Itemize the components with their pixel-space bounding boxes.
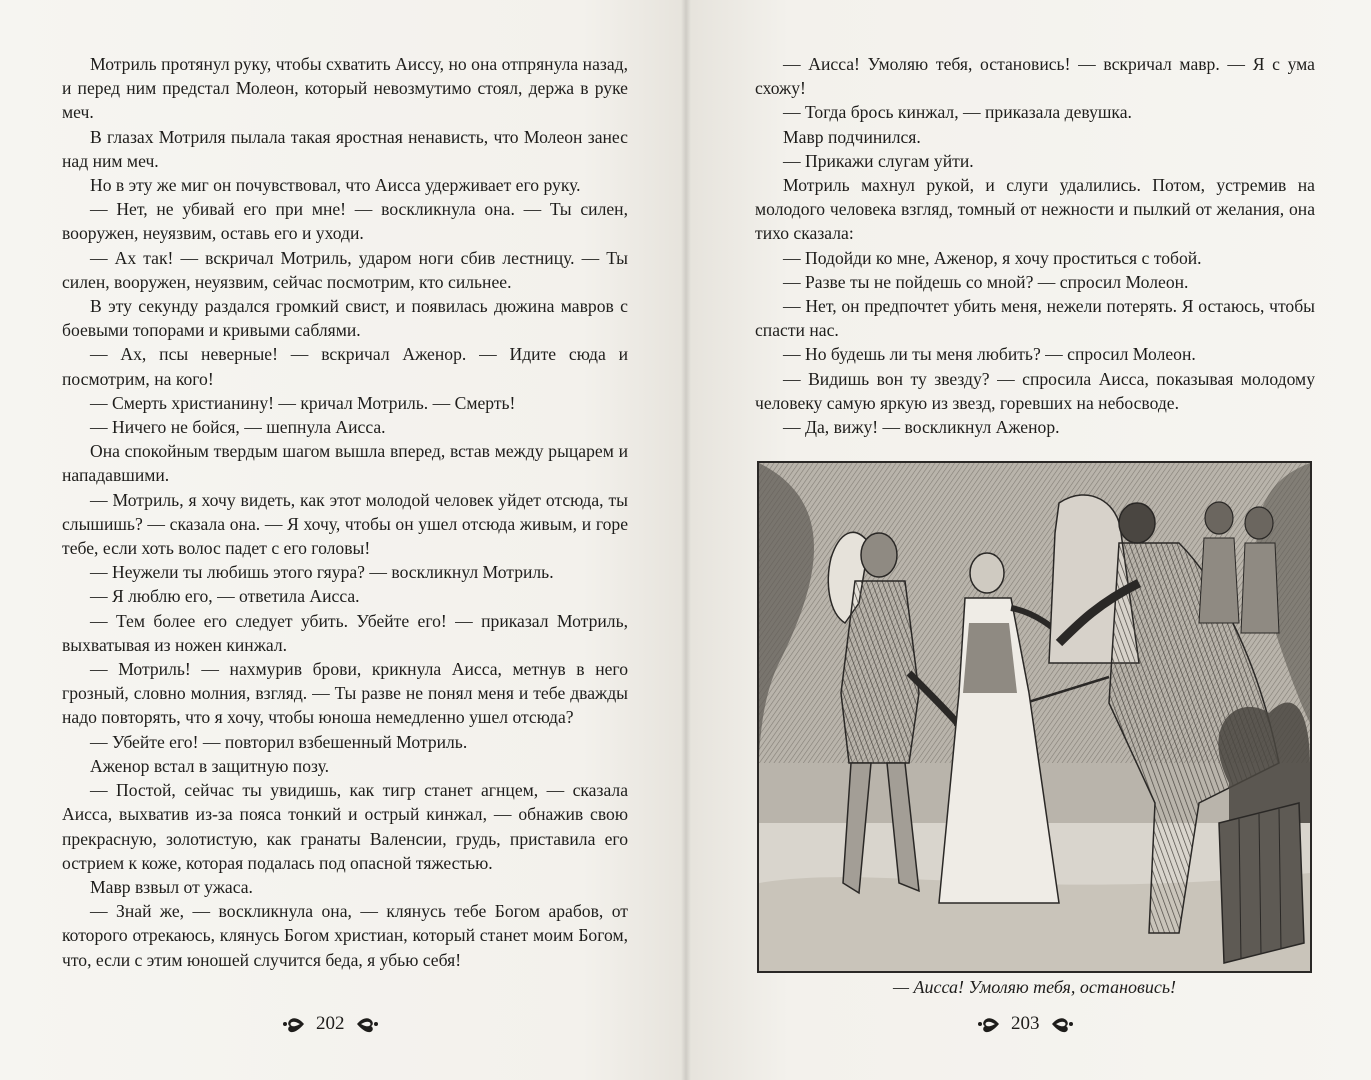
paragraph: В эту секунду раздался громкий свист, и появилась дюжина мавров с боевыми топорами и кривыми саблями. (62, 296, 628, 341)
paragraph: — Ах, псы неверные! — вскричал Аженор. — Идите сюда и посмотрим, на кого! (62, 344, 628, 389)
illustration-caption: — Аисса! Умоляю тебя, остановись! (892, 977, 1177, 997)
paragraph: — Мотриль! — нахмурив брови, крикнула Аисса, метнув в него грозный, словно молния, взгляд. — Ты разве не понял меня и тебе дважды надо повторять, что я хочу, чтобы юноша немедленно ушел отсюда? (62, 659, 628, 728)
paragraph: — Видишь вон ту звезду? — спросила Аисса, показывая молодому человеку самую яркую из звезд, горевших на небосводе. (755, 368, 1315, 413)
paragraph: — Мотриль, я хочу видеть, как этот молодой человек уйдет отсюда, ты слышишь? — сказала она. — Я хочу, чтобы он ушел отсюда живым, и горе тебе, если хоть волос падет с его головы! (62, 489, 628, 559)
paragraph: Она спокойным твердым шагом вышла вперед, встав между рыцарем и нападавшими. (62, 441, 628, 486)
paragraph: В глазах Мотриля пылала такая яростная ненависть, что Молеон занес над ним меч. (62, 126, 628, 171)
paragraph: Мотриль протянул руку, чтобы схватить Аиссу, но она отпрянула назад, и перед ним предстал Молеон, который невозмутимо стоял, держа в руке меч. (62, 54, 628, 123)
paragraph: — Знай же, — воскликнула она, — клянусь тебе Богом арабов, от которого отрекаюсь, клянусь Богом христиан, который станет моим Богом, что, если с этим юношей случится беда, я убью себя! (62, 901, 628, 970)
fleuron-ornament-icon (1050, 1013, 1074, 1035)
garden-gate (1219, 803, 1304, 963)
engraving-scene (759, 463, 1310, 971)
page-number-left (282, 1013, 379, 1035)
paragraph: — Я люблю его, — ответила Аисса. (90, 586, 360, 607)
left-page-text (62, 52, 628, 972)
paragraph: — Прикажи слугам уйти. (783, 150, 974, 171)
paragraph: — Разве ты не пойдешь со мной? — спросил Молеон. (783, 271, 1189, 292)
fleuron-ornament-icon (355, 1013, 379, 1035)
paragraph: Мавр подчинился. (783, 126, 921, 147)
paragraph: — Ничего не бойся, — шепнула Аисса. (90, 417, 386, 438)
page-number: 203 (1011, 1013, 1040, 1034)
paragraph: — Ах так! — вскричал Мотриль, ударом ноги сбив лестницу. — Ты силен, вооружен, неуязвим, сейчас посмотрим, кто сильнее. (62, 247, 628, 292)
paragraph: — Неужели ты любишь этого гяура? — воскликнул Мотриль. (90, 562, 554, 583)
paragraph: — Подойди ко мне, Аженор, я хочу проститься с тобой. (783, 247, 1202, 268)
paragraph: — Аисса! Умоляю тебя, остановись! — вскричал мавр. — Я с ума схожу! (755, 54, 1315, 99)
page-number-right (977, 1013, 1074, 1035)
paragraph: — Тем более его следует убить. Убейте его! — приказал Мотриль, выхватывая из ножен кинжал. (62, 610, 628, 655)
paragraph: — Постой, сейчас ты увидишь, как тигр станет агнцем, — сказала Аисса, выхватив из-за пояса тонкий и острый кинжал, — обнажив свою прекрасную, золотистую, как гранаты Валенсии, грудь, приставила его острием к коже, которая подалась под опасной тяжестью. (62, 780, 628, 873)
paragraph: Мотриль махнул рукой, и слуги удалились. Потом, устремив на молодого человека взгляд, томный от нежности и пылкий от желания, она тихо сказала: (755, 175, 1315, 244)
page-number: 202 (316, 1013, 345, 1034)
paragraph: Но в эту же миг он почувствовал, что Аисса удерживает его руку. (90, 175, 581, 196)
paragraph: — Убейте его! — повторил взбешенный Мотриль. (90, 731, 468, 752)
fleuron-ornament-icon (282, 1013, 306, 1035)
paragraph: — Нет, он предпочтет убить меня, нежели потерять. Я остаюсь, чтобы спасти нас. (755, 296, 1315, 341)
paragraph: — Смерть христианину! — кричал Мотриль. — Смерть! (90, 392, 516, 413)
paragraph: Аженор встал в защитную позу. (90, 755, 330, 776)
paragraph: — Но будешь ли ты меня любить? — спросил Молеон. (783, 344, 1196, 365)
paragraph: — Да, вижу! — воскликнул Аженор. (783, 417, 1060, 438)
paragraph: — Нет, не убивай его при мне! — воскликнула она. — Ты силен, вооружен, неуязвим, оставь его и уходи. (62, 199, 628, 244)
book-gutter (681, 0, 691, 1080)
paragraph: Мавр взвыл от ужаса. (90, 876, 253, 897)
right-page-text (755, 52, 1315, 439)
engraving-illustration (757, 461, 1312, 973)
paragraph: — Тогда брось кинжал, — приказала девушка. (783, 102, 1132, 123)
fleuron-ornament-icon (977, 1013, 1001, 1035)
